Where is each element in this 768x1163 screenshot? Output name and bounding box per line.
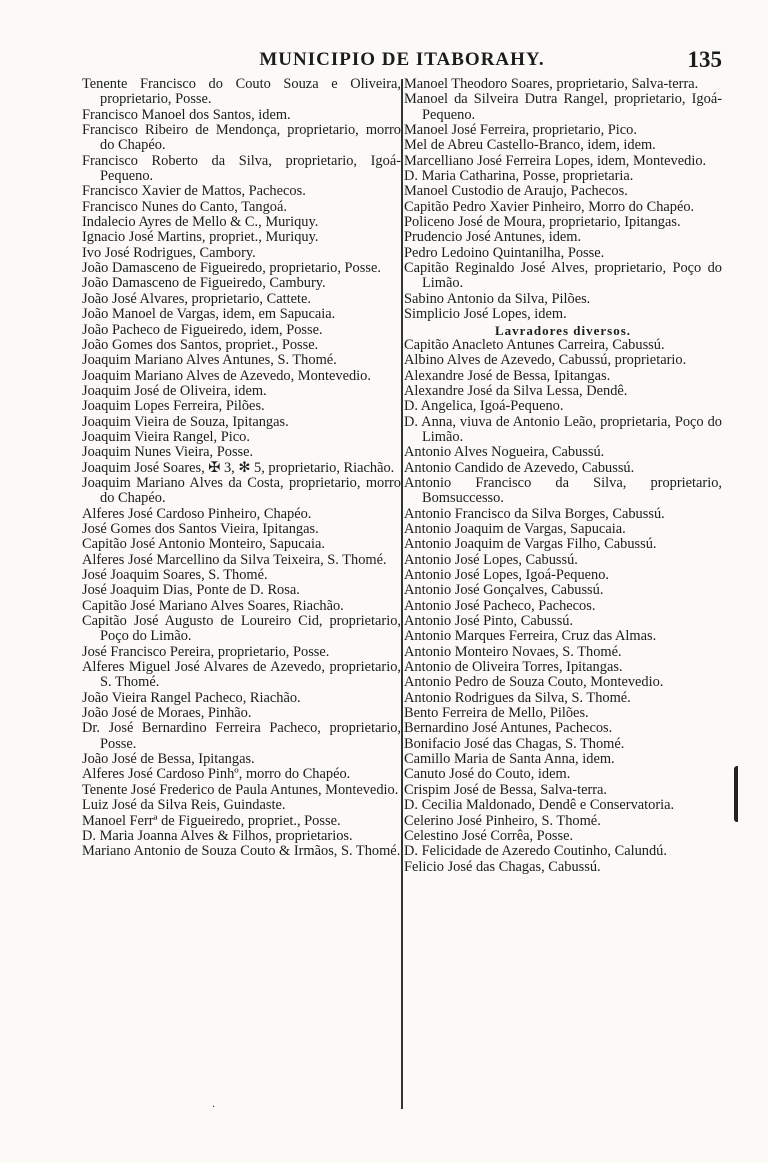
margin-bracket-mark — [734, 766, 743, 822]
directory-entry: Antonio José Lopes, Igoá-Pequeno. — [404, 567, 610, 583]
page-header — [82, 47, 722, 75]
directory-entry: Policeno José de Moura, proprietario, Ipitangas. — [404, 214, 681, 231]
directory-entry: Antonio José Lopes, Cabussú. — [404, 551, 578, 568]
directory-entry: Celestino José Corrêa, Posse. — [404, 827, 574, 844]
page-number: 135 — [687, 47, 722, 72]
directory-entry: Alferes José Marcellino da Silva Teixeira, S. Thomé. — [82, 551, 387, 568]
directory-entry: Bonifacio José das Chagas, S. Thomé. — [404, 735, 625, 752]
left-column — [82, 77, 401, 860]
column-divider — [401, 79, 403, 1109]
directory-entry: Joaquim Mariano Alves da Costa, proprietario, morro do Chapéo. — [82, 474, 401, 507]
directory-entry: Luiz José da Silva Reis, Guindaste. — [82, 797, 286, 814]
directory-entry: Antonio Rodrigues da Silva, S. Thomé. — [404, 689, 631, 706]
directory-entry: Ivo José Rodrigues, Cambory. — [82, 244, 256, 261]
directory-entry: Capitão Reginaldo José Alves, proprietario, Poço do Limão. — [404, 260, 722, 292]
directory-entry: Dr. José Bernardino Ferreira Pacheco, proprietario, Posse. — [82, 720, 401, 752]
directory-entry: Antonio Joaquim de Vargas Filho, Cabussú. — [404, 536, 657, 553]
directory-entry: Bernardino José Antunes, Pachecos. — [404, 720, 613, 737]
directory-entry: Marcelliano José Ferreira Lopes, idem, Montevedio. — [404, 152, 707, 169]
right-column-top-list — [404, 77, 722, 323]
directory-entry: Francisco Manoel dos Santos, idem. — [82, 106, 291, 123]
directory-entry: João Vieira Rangel Pacheco, Riachão. — [82, 689, 301, 706]
directory-entry: João Pacheco de Figueiredo, idem, Posse. — [82, 321, 323, 338]
directory-entry: D. Felicidade de Azeredo Coutinho, Calundú. — [404, 843, 667, 860]
directory-entry: Capitão José Antonio Monteiro, Sapucaia. — [82, 536, 326, 553]
directory-entry: Francisco Ribeiro de Mendonça, proprietario, morro do Chapéo. — [82, 122, 401, 154]
directory-entry: Joaquim José Soares, ✠ 3, ✻ 5, proprietario, Riachão. — [82, 459, 395, 476]
page-title: MUNICIPIO DE ITABORAHY. — [259, 49, 545, 70]
directory-entry: Mel de Abreu Castello-Branco, idem, idem. — [404, 137, 656, 154]
directory-entry: Antonio Candido de Azevedo, Cabussú. — [404, 459, 635, 476]
directory-entry: Capitão Anacleto Antunes Carreira, Cabussú. — [404, 336, 665, 353]
directory-entry: Antonio José Pacheco, Pachecos. — [404, 597, 596, 614]
directory-entry: Alexandre José de Bessa, Ipitangas. — [404, 367, 611, 384]
directory-entry: Alferes Miguel José Alvares de Azevedo, proprietario, S. Thomé. — [82, 659, 401, 691]
directory-entry: Alexandre José da Silva Lessa, Dendê. — [404, 382, 628, 399]
directory-entry: Antonio Francisco da Silva, proprietario, Bomsuccesso. — [404, 474, 722, 507]
directory-entry: José Francisco Pereira, proprietario, Posse. — [82, 643, 330, 660]
directory-entry: Simplicio José Lopes, idem. — [404, 306, 567, 323]
directory-entry: Albino Alves de Azevedo, Cabussú, proprietario. — [404, 352, 687, 369]
directory-entry: Antonio Marques Ferreira, Cruz das Almas. — [404, 628, 657, 645]
directory-entry: Joaquim Mariano Alves de Azevedo, Montevedio. — [82, 367, 371, 384]
directory-entry: Antonio Francisco da Silva Borges, Cabussú. — [404, 505, 665, 522]
directory-entry: Bento Ferreira de Mello, Pilões. — [404, 705, 589, 722]
directory-entry: Ignacio José Martins, propriet., Muriquy. — [82, 229, 319, 246]
print-dot: · — [212, 1102, 216, 1113]
directory-entry: Antonio Pedro de Souza Couto, Montevedio. — [404, 674, 664, 691]
directory-entry: Alferes José Cardoso Pinheiro, Chapéo. — [82, 505, 312, 522]
directory-entry: Antonio Monteiro Novaes, S. Thomé. — [404, 643, 622, 660]
directory-entry: João José de Bessa, Ipitangas. — [82, 751, 255, 768]
directory-entry: Antonio José Gonçalves, Cabussú. — [404, 582, 604, 599]
directory-entry: Manoel José Ferreira, proprietario, Pico. — [404, 122, 637, 139]
directory-entry: Antonio Alves Nogueira, Cabussú. — [404, 444, 605, 461]
directory-entry: Celerino José Pinheiro, S. Thomé. — [404, 812, 601, 829]
directory-entry: Indalecio Ayres de Mello & C., Muriquy. — [82, 214, 319, 231]
directory-entry: D. Maria Catharina, Posse, proprietaria. — [404, 168, 634, 185]
directory-entry: Crispim José de Bessa, Salva-terra. — [404, 781, 608, 798]
section-heading: Lavradores diversos. — [494, 322, 632, 338]
directory-entry: Capitão José Mariano Alves Soares, Riachão. — [82, 597, 344, 614]
directory-entry: Manoel Theodoro Soares, proprietario, Salva-terra. — [404, 76, 699, 92]
directory-entry: Antonio Joaquim de Vargas, Sapucaia. — [404, 520, 626, 537]
directory-entry: Manoel Ferrª de Figueiredo, propriet., Posse. — [82, 812, 341, 829]
directory-entry: Felicio José das Chagas, Cabussú. — [404, 858, 601, 875]
directory-entry: Joaquim Vieira Rangel, Pico. — [82, 428, 250, 445]
directory-entry: Manoel Custodio de Araujo, Pachecos. — [404, 183, 628, 200]
directory-entry: Francisco Xavier de Mattos, Pachecos. — [82, 183, 306, 200]
directory-entry: Canuto José do Couto, idem. — [404, 766, 571, 783]
directory-entry: Tenente José Frederico de Paula Antunes, Montevedio. — [82, 781, 399, 798]
directory-entry: José Gomes dos Santos Vieira, Ipitangas. — [82, 520, 319, 537]
directory-entry: Antonio de Oliveira Torres, Ipitangas. — [404, 659, 623, 676]
directory-entry: João José Alvares, proprietario, Cattete. — [82, 290, 311, 307]
directory-entry: Joaquim Nunes Vieira, Posse. — [82, 444, 254, 461]
directory-entry: Joaquim Mariano Alves Antunes, S. Thomé. — [82, 352, 337, 369]
directory-entry: João Damasceno de Figueiredo, Cambury. — [82, 275, 326, 292]
right-column-bottom-list — [404, 338, 722, 875]
directory-entry: Sabino Antonio da Silva, Pilões. — [404, 290, 591, 307]
directory-entry: Mariano Antonio de Souza Couto & Irmãos, S. Thomé. — [82, 843, 401, 860]
directory-entry: João Damasceno de Figueiredo, proprietario, Posse. — [82, 260, 381, 277]
directory-entry: José Joaquim Soares, S. Thomé. — [82, 567, 268, 583]
directory-entry: João José de Moraes, Pinhão. — [82, 705, 252, 722]
directory-entry: D. Angelica, Igoá-Pequeno. — [404, 398, 564, 415]
directory-entry: José Joaquim Dias, Ponte de D. Rosa. — [82, 582, 300, 599]
directory-entry: Capitão Pedro Xavier Pinheiro, Morro do Chapéo. — [404, 198, 695, 215]
directory-entry: João Gomes dos Santos, propriet., Posse. — [82, 336, 319, 353]
directory-entry: Antonio José Pinto, Cabussú. — [404, 613, 574, 630]
directory-entry: Joaquim José de Oliveira, idem. — [82, 382, 267, 399]
directory-entry: Francisco Roberto da Silva, proprietario, Igoá-Pequeno. — [82, 152, 401, 185]
directory-entry: D. Maria Joanna Alves & Filhos, proprietarios. — [82, 827, 353, 844]
directory-entry: D. Cecilia Maldonado, Dendê e Conservatoria. — [404, 797, 675, 814]
directory-entry: Prudencio José Antunes, idem. — [404, 229, 582, 246]
directory-entry: Alferes José Cardoso Pinhº, morro do Chapéo. — [82, 766, 351, 783]
right-column — [404, 77, 722, 875]
directory-entry: João Manoel de Vargas, idem, em Sapucaia. — [82, 306, 336, 323]
directory-entry: Capitão José Augusto de Loureiro Cid, proprietario, Poço do Limão. — [82, 613, 401, 645]
directory-entry: D. Anna, viuva de Antonio Leão, proprietaria, Poço do Limão. — [404, 413, 722, 445]
directory-entry: Pedro Ledoino Quintanilha, Posse. — [404, 244, 605, 261]
directory-entry: Manoel da Silveira Dutra Rangel, proprietario, Igoá-Pequeno. — [404, 91, 722, 123]
directory-entry: Joaquim Lopes Ferreira, Pilões. — [82, 398, 265, 415]
directory-entry: Camillo Maria de Santa Anna, idem. — [404, 751, 615, 768]
directory-entry: Francisco Nunes do Canto, Tangoá. — [82, 198, 287, 215]
directory-entry: Joaquim Vieira de Souza, Ipitangas. — [82, 413, 289, 430]
directory-entry: Tenente Francisco do Couto Souza e Oliveira, proprietario, Posse. — [82, 76, 401, 108]
